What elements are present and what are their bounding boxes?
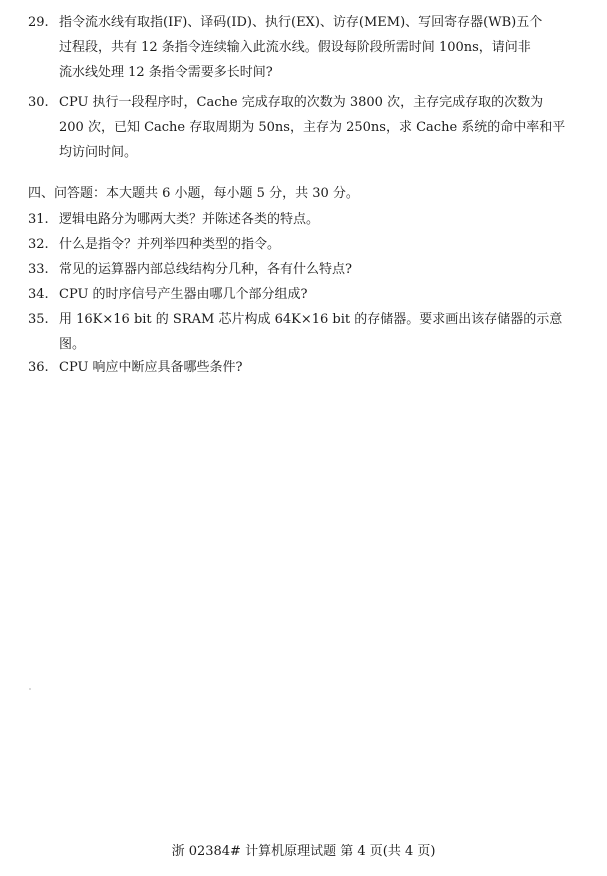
question-number: 33. [28, 262, 49, 277]
question-text-line: 指令流水线有取指(IF)、译码(ID)、执行(EX)、访存(MEM)、写回寄存器(WB)五个 [59, 15, 543, 30]
question-33 [28, 257, 576, 282]
question-text-line: 什么是指令？并列举四种类型的指令。 [59, 237, 281, 252]
question-text-line: CPU 的时序信号产生器由哪几个部分组成? [59, 287, 308, 302]
question-31 [28, 207, 576, 232]
question-number: 31. [28, 212, 49, 227]
question-32 [28, 232, 576, 257]
question-36 [28, 355, 576, 380]
question-text-line: 逻辑电路分为哪两大类？并陈述各类的特点。 [59, 212, 320, 227]
question-29 [28, 10, 576, 85]
question-text-line: 200 次，已知 Cache 存取周期为 50ns，主存为 250ns，求 Cache 系统的命中率和平 [59, 120, 566, 135]
question-number: 36. [28, 360, 49, 375]
page-footer: 浙 02384# 计算机原理试题 第 4 页(共 4 页) [171, 844, 436, 859]
question-text-line: 流水线处理 12 条指令需要多长时间? [59, 65, 273, 80]
question-text-line: 过程段，共有 12 条指令连续输入此流水线。假设每阶段所需时间 100ns，请问非 [59, 40, 531, 55]
scan-speck [29, 688, 31, 690]
section-heading: 四、问答题：本大题共 6 小题，每小题 5 分，共 30 分。 [28, 186, 359, 201]
question-text-line: 图。 [59, 337, 86, 352]
question-number: 30. [28, 95, 49, 110]
question-text-line: 均访问时间。 [59, 145, 138, 160]
question-text-line: CPU 响应中断应具备哪些条件? [59, 360, 243, 375]
question-34 [28, 282, 576, 307]
question-number: 35. [28, 312, 49, 327]
question-text-line: CPU 执行一段程序时，Cache 完成存取的次数为 3800 次，主存完成存取的次数为 [59, 95, 544, 110]
question-number: 32. [28, 237, 49, 252]
question-number: 34. [28, 287, 49, 302]
question-number: 29. [28, 15, 49, 30]
question-35 [28, 307, 576, 357]
question-text-line: 常见的运算器内部总线结构分几种，各有什么特点? [59, 262, 352, 277]
question-30 [28, 90, 576, 165]
question-text-line: 用 16K×16 bit 的 SRAM 芯片构成 64K×16 bit 的存储器。要求画出该存储器的示意 [59, 312, 563, 327]
